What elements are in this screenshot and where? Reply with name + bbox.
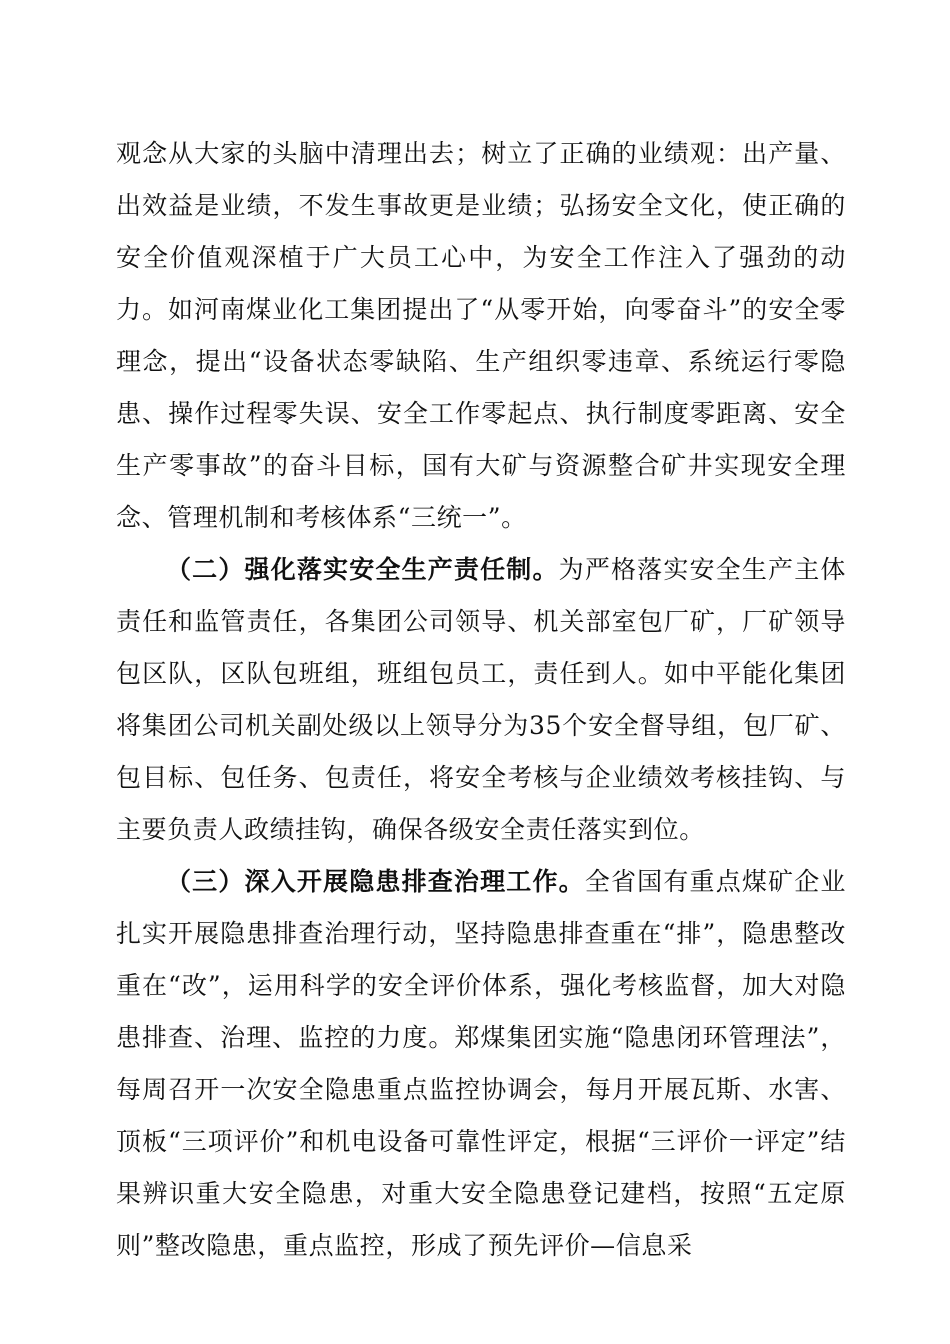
paragraph-continuation — [116, 128, 846, 544]
section-heading-2: （二）强化落实安全生产责任制。 — [166, 555, 559, 584]
section-heading-3: （三）深入开展隐患排查治理工作。 — [166, 867, 585, 896]
paragraph-responsibility-system — [116, 544, 846, 856]
paragraph-2-text: 为严格落实安全生产主体责任和监管责任，各集团公司领导、机关部室包厂矿，厂矿领导包区队，区队包班组，班组包员工，责任到人。如中平能化集团将集团公司机关副处级以上领导分为35个安全督导组，包厂矿、包目标、包任务、包责任，将安全考核与企业绩效考核挂钩、与主要负责人政绩挂钩，确保各级安全责任落实到位。 — [116, 555, 846, 844]
paragraph-hazard-inspection — [116, 856, 846, 1272]
document-body — [116, 128, 846, 1272]
paragraph-3-text: 全省国有重点煤矿企业扎实开展隐患排查治理行动，坚持隐患排查重在“排”，隐患整改重在“改”，运用科学的安全评价体系，强化考核监督，加大对隐患排查、治理、监控的力度。郑煤集团实施“隐患闭环管理法”，每周召开一次安全隐患重点监控协调会，每月开展瓦斯、水害、顶板“三项评价”和机电设备可靠性评定，根据“三评价一评定”结果辨识重大安全隐患，对重大安全隐患登记建档，按照“五定原则”整改隐患，重点监控，形成了预先评价—信息采 — [116, 867, 846, 1260]
paragraph-1-text: 观念从大家的头脑中清理出去；树立了正确的业绩观：出产量、出效益是业绩，不发生事故更是业绩；弘扬安全文化，使正确的安全价值观深植于广大员工心中，为安全工作注入了强劲的动力。如河南煤业化工集团提出了“从零开始，向零奋斗”的安全零理念，提出“设备状态零缺陷、生产组织零违章、系统运行零隐患、操作过程零失误、安全工作零起点、执行制度零距离、安全生产零事故”的奋斗目标，国有大矿与资源整合矿井实现安全理念、管理机制和考核体系“三统一”。 — [116, 139, 846, 532]
